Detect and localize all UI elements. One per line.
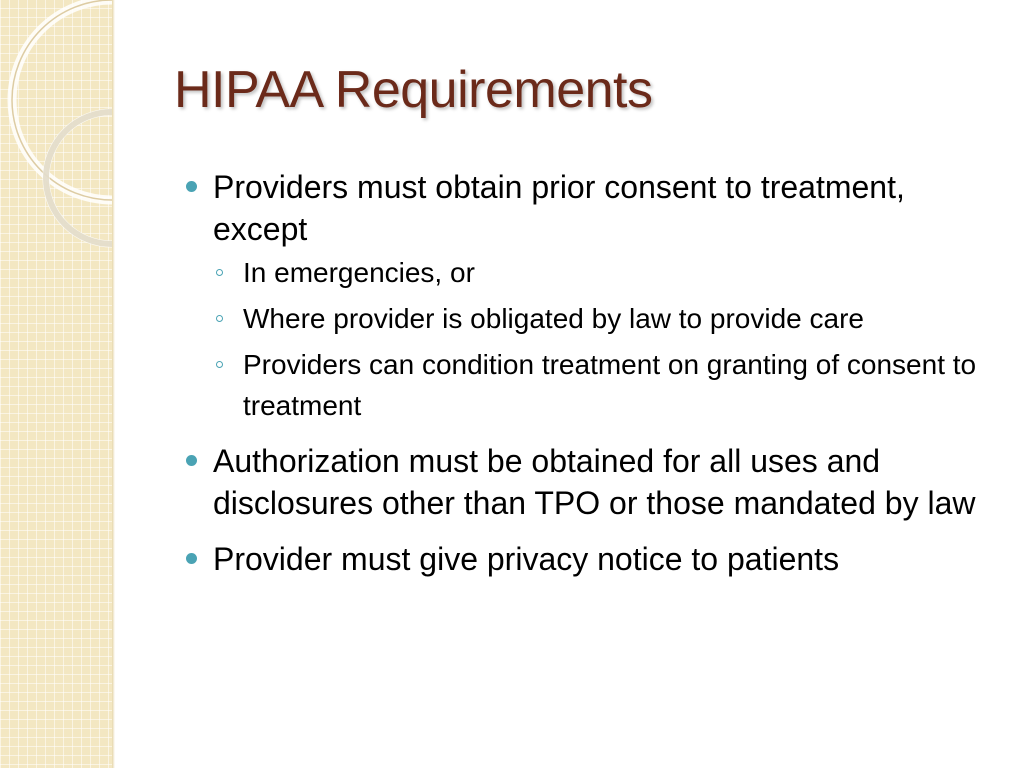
sub-bullet-item xyxy=(213,344,1006,426)
sub-bullet-ring-icon xyxy=(216,361,223,368)
sub-bullet-text: Where provider is obligated by law to provide care xyxy=(243,303,864,334)
bullet-text: Provider must give privacy notice to patients xyxy=(213,541,840,577)
sub-bullet-item xyxy=(213,298,1006,339)
decorative-circles xyxy=(0,0,112,768)
bullet-item xyxy=(186,538,1006,580)
bullet-dot-icon xyxy=(186,455,197,466)
bullet-text: Authorization must be obtained for all uses and disclosures other than TPO or those mandated by law xyxy=(213,443,976,521)
sub-bullet-item xyxy=(213,252,1006,293)
bullet-text: Providers must obtain prior consent to treatment, except xyxy=(213,169,905,247)
slide-title: HIPAA Requirements xyxy=(174,61,653,119)
bullet-list xyxy=(186,166,1006,594)
bullet-item xyxy=(186,166,1006,426)
sub-bullet-text: In emergencies, or xyxy=(243,257,475,288)
sidebar-edge xyxy=(112,0,115,768)
sub-bullet-ring-icon xyxy=(216,269,223,276)
decorative-sidebar xyxy=(0,0,112,768)
sub-bullet-list xyxy=(213,252,1006,426)
bullet-dot-icon xyxy=(186,553,197,564)
sub-bullet-ring-icon xyxy=(216,315,223,322)
sub-bullet-text: Providers can condition treatment on granting of consent to treatment xyxy=(243,349,977,421)
bullet-dot-icon xyxy=(186,181,197,192)
bullet-item xyxy=(186,440,1006,524)
